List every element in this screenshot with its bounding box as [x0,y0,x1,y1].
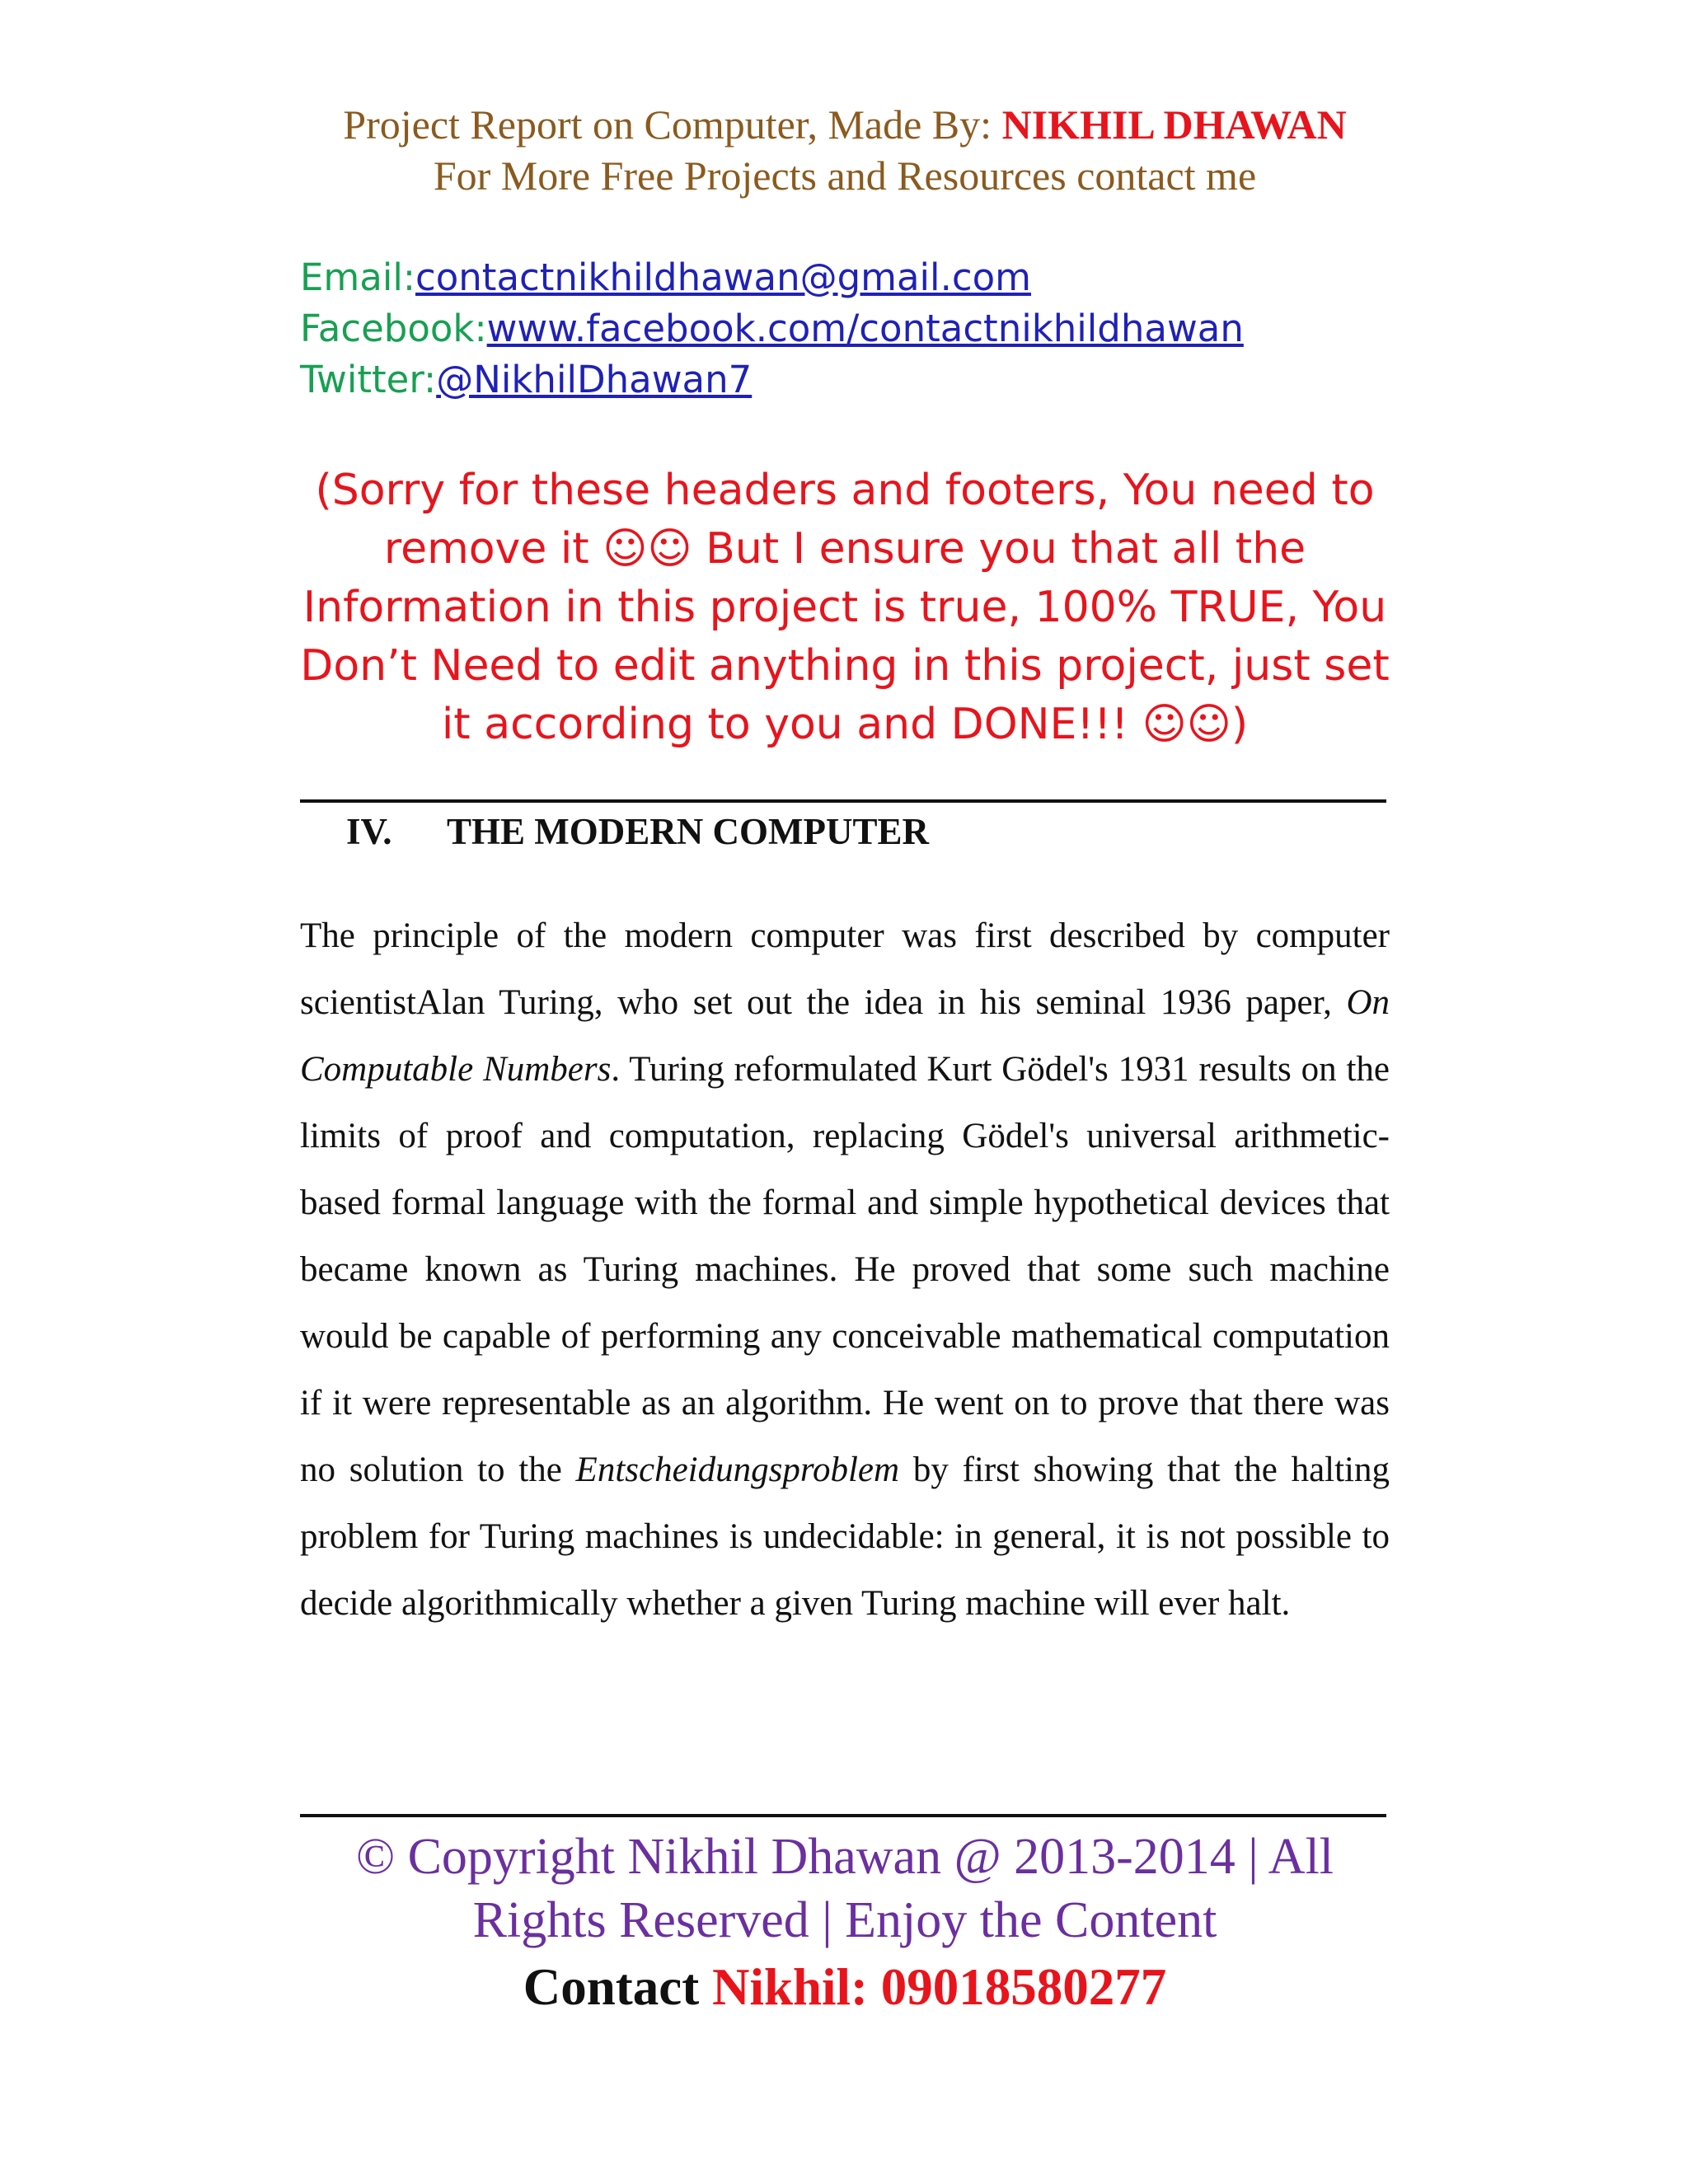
twitter-link[interactable]: @NikhilDhawan7 [436,358,753,401]
footer-divider [300,1814,1386,1817]
section-number: IV. [346,811,392,852]
contact-block [300,252,1244,405]
section-title: THE MODERN COMPUTER [447,811,929,852]
email-link[interactable]: contactnikhildhawan@gmail.com [415,255,1031,299]
email-label: Email: [300,255,416,299]
body-italic-title: On Computable Numbers [300,983,1390,1089]
body-text-part2: . Turing reformulated Kurt Gödel's 1931 results on the limits of proof and computation, replacing Gödel's universal arithmetic-based formal language with the formal and simple hypothetical devices that became known as Turing machines. He proved that some such machine would be capable of performing any conceivable mathematical computation if it were representable as an algorithm. He went on to prove that there was no solution to the [300,1050,1390,1489]
facebook-link[interactable]: www.facebook.com/contactnikhildhawan [486,307,1244,350]
body-text-part3: by first showing that the halting problem for Turing machines is undecidable: in general, it is not possible to decide algorithmically whether a given Turing machine will ever halt. [300,1451,1390,1623]
body-italic-term: Entscheidungsproblem [575,1451,900,1489]
header-title-line [300,99,1390,150]
footer-copyright: © Copyright Nikhil Dhawan @ 2013-2014 | All Rights Reserved | Enjoy the Content [355,1829,1334,1948]
header-author: NIKHIL DHAWAN [1001,101,1347,148]
facebook-label: Facebook: [300,307,487,350]
footer-contact [300,1955,1390,2019]
facebook-row [300,303,1244,354]
header-divider [300,799,1386,803]
section-heading [346,808,929,855]
footer-contact-value: Nikhil: 09018580277 [711,1958,1167,2016]
body-text-part1: The principle of the modern computer was first described by computer scientistAlan Turing, who set out the idea in his seminal 1936 paper, [300,916,1390,1022]
email-row [300,252,1244,303]
twitter-row [300,354,1244,405]
header-prefix: Project Report on Computer, Made By: [343,101,1002,148]
twitter-label: Twitter: [300,358,437,401]
apology-note: (Sorry for these headers and footers, You need to remove it ☺☺ But I ensure you that all the Information in this project is true, 100% TRUE, You Don’t Need to edit anything in this project, just set it according to you and DONE!!! ☺☺) [300,466,1390,749]
header-subtitle: For More Free Projects and Resources contact me [433,152,1257,199]
body-paragraph [300,902,1390,1637]
footer-contact-prefix: Contact [523,1958,712,2016]
